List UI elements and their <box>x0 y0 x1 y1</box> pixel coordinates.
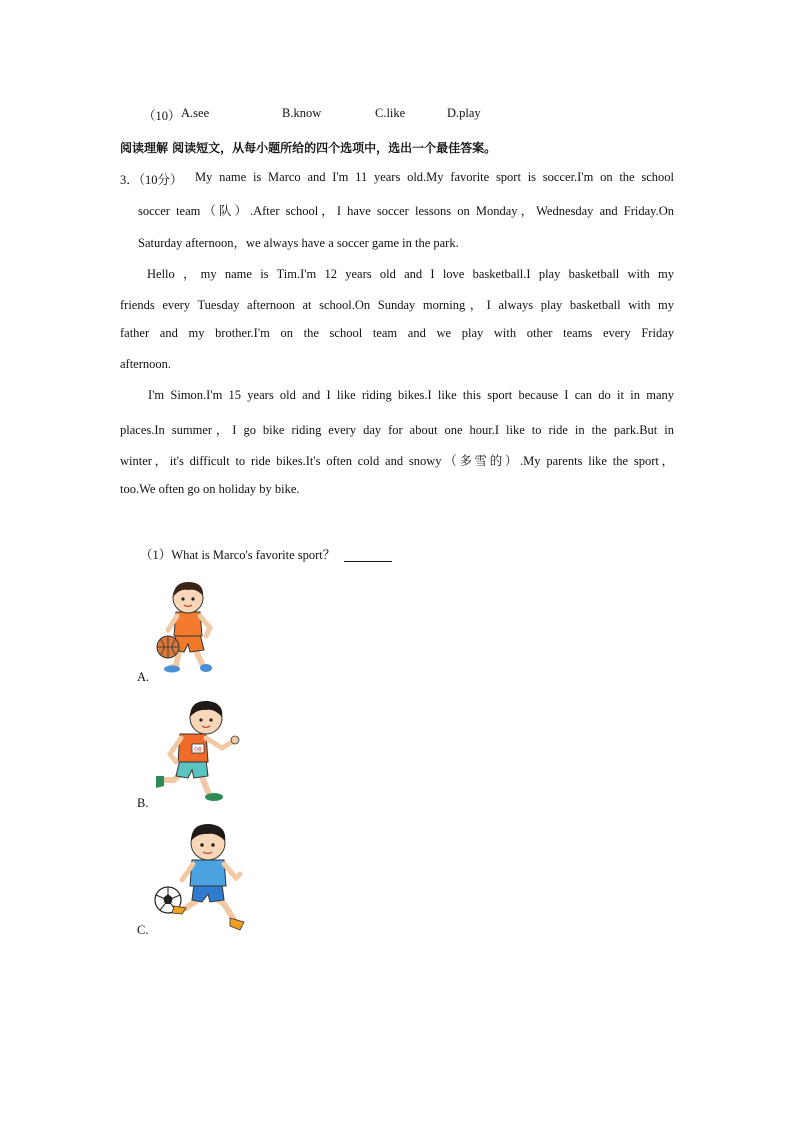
passage-p1-line3: Saturday afternoon，we always have a soccer game in the park. <box>138 236 459 250</box>
passage-p3-line3: winter，it's difficult to ride bikes.It's often cold and snowy（多雪的）.My parents like the sport， <box>120 454 674 468</box>
prev-option-a[interactable]: A.see <box>181 106 210 120</box>
running-boy-icon[interactable] <box>152 700 244 806</box>
passage-p3-line4: too.We often go on holiday by bike. <box>120 482 300 496</box>
prev-option-b[interactable]: B.know <box>282 106 322 120</box>
question-1-text: What is Marco's favorite sport？ <box>171 548 336 562</box>
answer-blank[interactable] <box>344 549 392 562</box>
question-1-number: （1） <box>140 548 172 562</box>
option-a-label[interactable]: A. <box>137 670 150 684</box>
question-score: （10分） <box>138 173 183 187</box>
prev-question-number: （10） <box>143 109 181 123</box>
svg-text:08: 08 <box>194 746 202 754</box>
basketball-boy-icon[interactable] <box>152 578 222 678</box>
passage-p2-line3: father and my brother.I'm on the school team and we play with other teams every Friday <box>120 326 674 340</box>
passage-p3-line1: I'm Simon.I'm 15 years old and I like riding bikes.I like this sport because I can do it in many <box>148 388 674 402</box>
passage-p1-line2: soccer team（队）.After school，I have soccer lessons on Monday，Wednesday and Friday.On <box>138 204 674 218</box>
soccer-boy-icon[interactable] <box>152 822 252 934</box>
prev-option-d[interactable]: D.play <box>447 106 481 120</box>
option-b-label[interactable]: B. <box>137 796 149 810</box>
question-1 <box>140 545 392 563</box>
passage-p3-line2: places.In summer，I go bike riding every day for about one hour.I like to ride in the park.But in <box>120 423 674 437</box>
passage-p1-line1: My name is Marco and I'm 11 years old.My favorite sport is soccer.I'm on the school <box>195 170 674 184</box>
passage-p2-line1: Hello ，my name is Tim.I'm 12 years old and I love basketball.I play basketball with my <box>147 267 674 281</box>
passage-p2-line4: afternoon. <box>120 357 172 371</box>
question-number <box>120 170 183 188</box>
section-instruction: 阅读理解 阅读短文，从每小题所给的四个选项中，选出一个最佳答案。 <box>120 141 497 155</box>
prev-option-c[interactable]: C.like <box>375 106 406 120</box>
question-number-text: 3． <box>120 173 139 187</box>
option-c-label[interactable]: C. <box>137 923 149 937</box>
passage-p2-line2: friends every Tuesday afternoon at school.On Sunday morning，I always play basketball with my <box>120 298 674 312</box>
